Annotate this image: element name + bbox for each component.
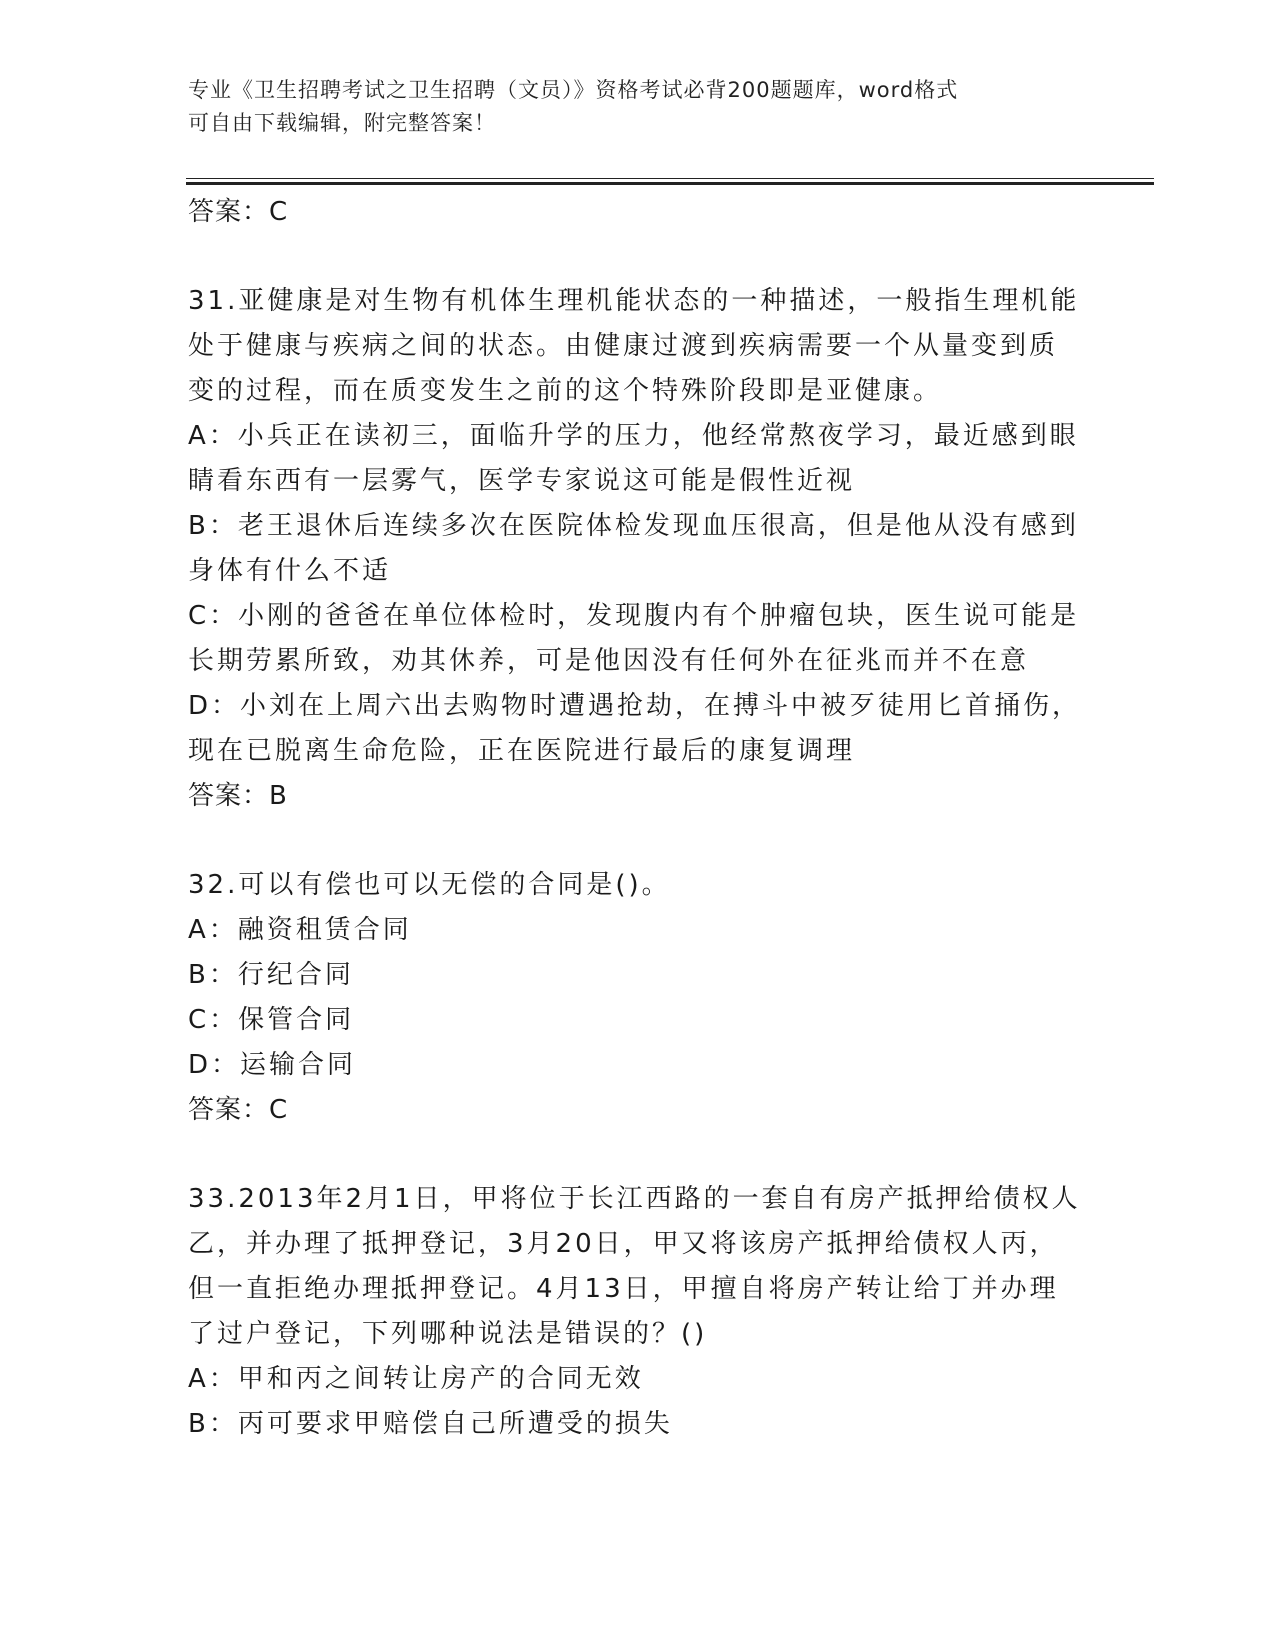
- header-divider-thin: [186, 178, 1154, 179]
- document-body: [188, 190, 1088, 1447]
- option-b-line: B：行纪合同: [188, 960, 354, 990]
- answer-31: 答案：B: [188, 781, 288, 811]
- option-d-line: D：运输合同: [188, 1050, 357, 1080]
- option-b-line: 身体有什么不适: [188, 556, 392, 586]
- header-divider-thick: [186, 182, 1154, 185]
- question-stem-line: 32.可以有偿也可以无偿的合同是()。: [188, 870, 671, 900]
- question-stem-line: 乙，并办理了抵押登记，3月20日，甲又将该房产抵押给债权人丙，: [188, 1229, 1059, 1259]
- spacer: [188, 819, 1088, 863]
- header-title-line-1: 专业《卫生招聘考试之卫生招聘（文员）》资格考试必背200题题库，word格式: [188, 78, 959, 102]
- option-a-line: A：甲和丙之间转让房产的合同无效: [188, 1364, 644, 1394]
- option-a-line: A：小兵正在读初三，面临升学的压力，他经常熬夜学习，最近感到眼: [188, 421, 1079, 451]
- answer-32: 答案：C: [188, 1095, 289, 1125]
- question-stem-line: 33.2013年2月1日，甲将位于长江西路的一套自有房产抵押给债权人: [188, 1184, 1081, 1214]
- question-stem-line: 31.亚健康是对生物有机体生理机能状态的一种描述，一般指生理机能: [188, 286, 1080, 316]
- question-32: [188, 863, 1088, 1133]
- option-a-line: A：融资租赁合同: [188, 915, 412, 945]
- option-b-line: B：老王退休后连续多次在医院体检发现血压很高，但是他从没有感到: [188, 511, 1079, 541]
- question-stem-line: 但一直拒绝办理抵押登记。4月13日，甲擅自将房产转让给丁并办理: [188, 1274, 1059, 1304]
- question-stem-line: 了过户登记，下列哪种说法是错误的？(): [188, 1319, 708, 1349]
- option-a-line: 睛看东西有一层雾气，医学专家说这可能是假性近视: [188, 466, 856, 496]
- spacer: [188, 235, 1088, 279]
- option-d-line: D：小刘在上周六出去购物时遭遇抢劫，在搏斗中被歹徒用匕首捅伤，: [188, 691, 1082, 721]
- question-stem-line: 处于健康与疾病之间的状态。由健康过渡到疾病需要一个从量变到质: [188, 331, 1059, 361]
- previous-answer: 答案：C: [188, 197, 289, 227]
- spacer: [188, 1133, 1088, 1177]
- option-d-line: 现在已脱离生命危险，正在医院进行最后的康复调理: [188, 736, 856, 766]
- option-b-line: B：丙可要求甲赔偿自己所遭受的损失: [188, 1409, 673, 1439]
- page-header: [188, 74, 1068, 140]
- question-33: [188, 1177, 1088, 1447]
- question-31: [188, 279, 1088, 819]
- question-stem-line: 变的过程，而在质变发生之前的这个特殊阶段即是亚健康。: [188, 376, 943, 406]
- option-c-line: C：小刚的爸爸在单位体检时，发现腹内有个肿瘤包块，医生说可能是: [188, 601, 1080, 631]
- option-c-line: C：保管合同: [188, 1005, 355, 1035]
- header-title-line-2: 可自由下载编辑，附完整答案！: [188, 111, 496, 135]
- option-c-line: 长期劳累所致，劝其休养，可是他因没有任何外在征兆而并不在意: [188, 646, 1030, 676]
